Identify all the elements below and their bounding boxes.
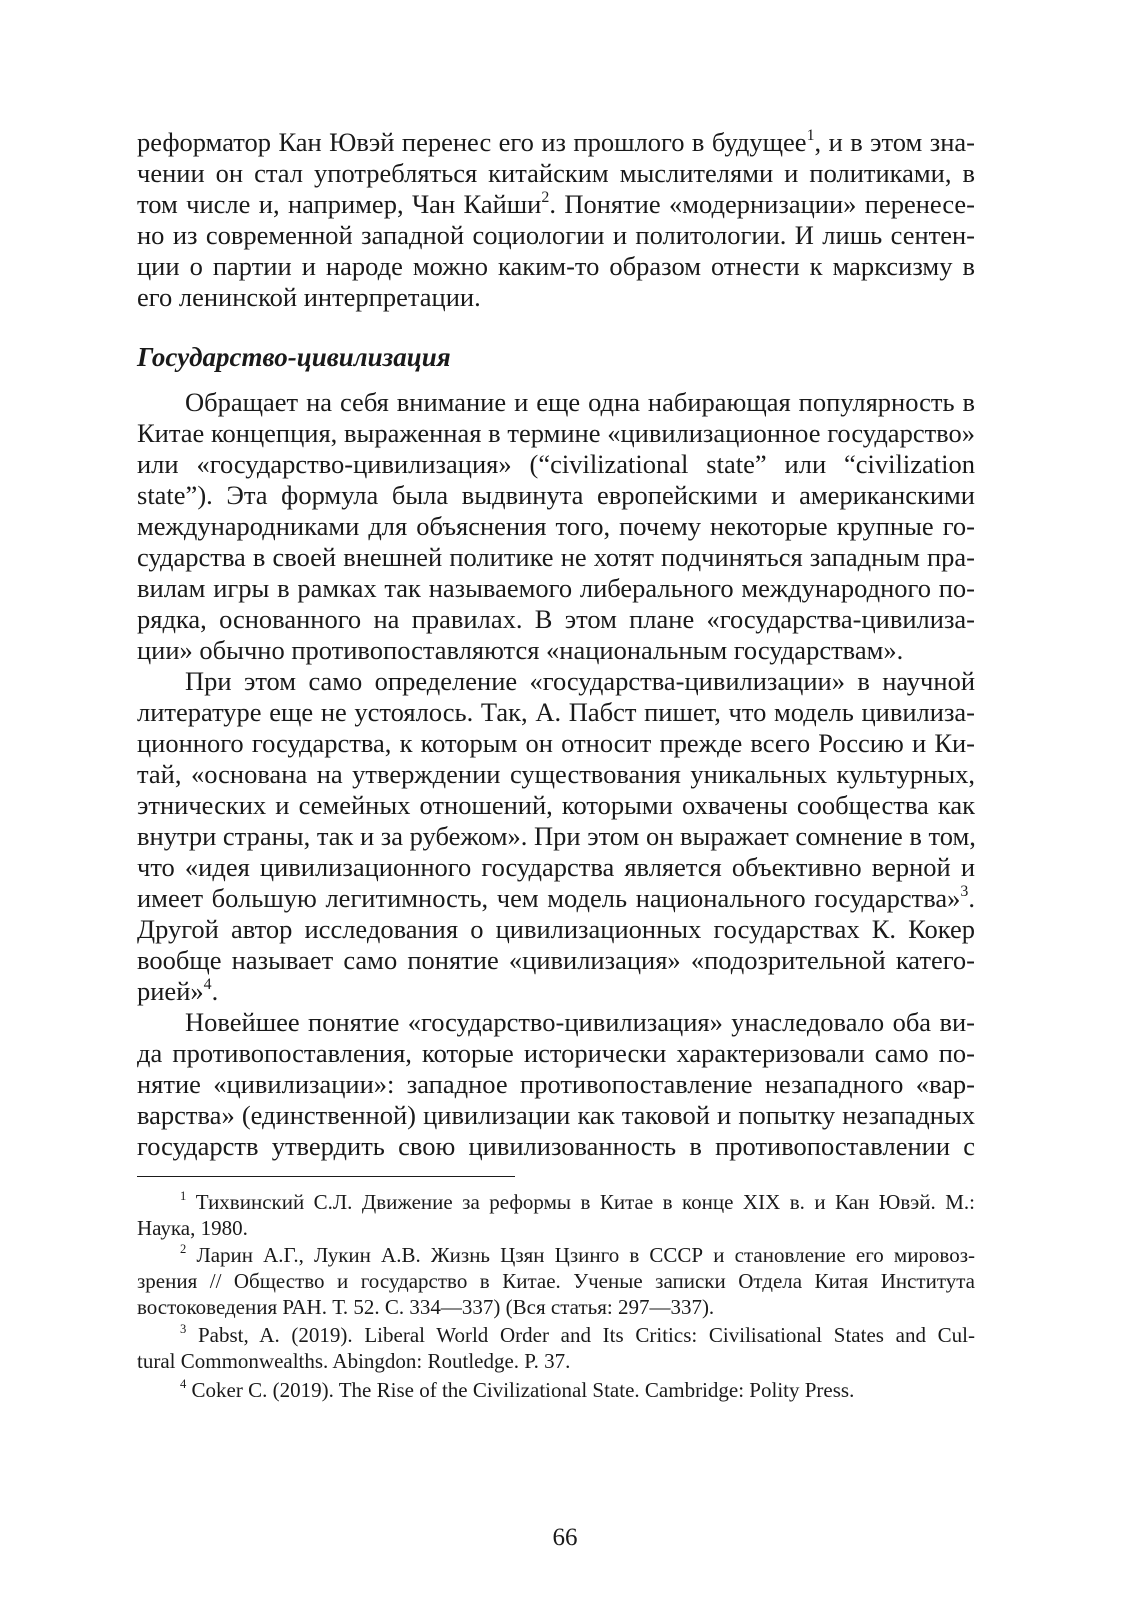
- footnote-number: 3: [180, 1322, 187, 1337]
- text-line: вилам игры в рамках так называемого либерального международного по-: [137, 573, 975, 603]
- footnote-line: $^3$ Pabst, A. (2019). Liberal World Order and Its Critics: Civilisational States and Cul-: [180, 1322, 975, 1347]
- text-line: варства» (единственной) цивилизации как таковой и попытку незападных: [137, 1100, 975, 1130]
- footnote-line: Наука, 1980.: [137, 1216, 248, 1240]
- section-heading: Государство-цивилизация: [137, 342, 451, 372]
- footnote-ref[interactable]: 4: [203, 975, 212, 993]
- text-line: да противопоставления, которые исторически характеризовали само по-: [137, 1038, 975, 1068]
- text-line: При этом само определение «государства-цивилизации» в научной: [185, 666, 975, 696]
- text-line: или «государство-цивилизация» (“civilizational state” или “civilization: [137, 449, 975, 479]
- text-line: ционного государства, к которым он относит прежде всего Россию и Ки-: [137, 728, 975, 758]
- footnote-number: 2: [180, 1242, 187, 1257]
- text-line: тай, «основана на утверждении существования уникальных культурных,: [137, 759, 975, 789]
- text-line: ции о партии и народе можно каким-то образом отнести к марксизму в: [137, 251, 975, 281]
- text-line: этнических и семейных отношений, которыми охвачены сообщества как: [137, 790, 975, 820]
- text-line: нятие «цивилизации»: западное противопоставление незападного «вар-: [137, 1069, 975, 1099]
- footnote-line: $^2$ Ларин А.Г., Лукин А.В. Жизнь Цзян Цзинго в СССР и становление его мировоз-: [180, 1242, 975, 1267]
- text-line: чении он стал употребляться китайским мыслителями и политиками, в: [137, 158, 975, 188]
- footnote-ref[interactable]: 1: [806, 126, 815, 144]
- footnote-line: tural Commonwealths. Abingdon: Routledge. P. 37.: [137, 1349, 571, 1373]
- footnote-number: 4: [180, 1377, 187, 1392]
- text-line: литературе еще не устоялось. Так, А. Пабст пишет, что модель цивилиза-: [137, 697, 975, 727]
- footnote-number: 1: [180, 1189, 187, 1204]
- text-line: рией»$^4$.: [137, 975, 219, 1006]
- text-line: вообще называет само понятие «цивилизация» «подозрительной катего-: [137, 945, 975, 975]
- text-line: Китае концепция, выраженная в термине «цивилизационное государство»: [137, 418, 975, 448]
- footnote-ref[interactable]: 3: [960, 882, 969, 900]
- text-line: Новейшее понятие «государство-цивилизация» унаследовало оба ви-: [185, 1007, 975, 1037]
- text-line: ции» обычно противопоставляются «национальным государствам».: [137, 635, 904, 665]
- text-line: внутри страны, так и за рубежом». При этом он выражает сомнение в том,: [137, 821, 976, 851]
- text-line: имеет большую легитимность, чем модель национального государства»$^3$.: [137, 882, 975, 913]
- footnote-separator: [137, 1176, 515, 1177]
- text-line: том числе и, например, Чан Кайши$^2$. Понятие «модернизации» перенесе-: [137, 188, 976, 219]
- footnote-line: зрения // Общество и государство в Китае. Ученые записки Отдела Китая Института: [137, 1269, 975, 1293]
- text-line: сударства в своей внешней политике не хотят подчиняться западным пра-: [137, 542, 975, 572]
- text-line: реформатор Кан Ювэй перенес его из прошлого в будущее$^1$, и в этом зна-: [137, 126, 975, 157]
- footnote-line: $^1$ Тихвинский С.Л. Движение за реформы в Китае в конце XIX в. и Кан Ювэй. М.:: [180, 1189, 975, 1214]
- text-line: Обращает на себя внимание и еще одна набирающая популярность в: [185, 387, 975, 417]
- text-line: Другой автор исследования о цивилизационных государствах К. Кокер: [137, 914, 975, 944]
- footnote-line: востоковедения РАН. Т. 52. С. 334—337) (Вся статья: 297—337).: [137, 1295, 715, 1319]
- page-number: 66: [552, 1524, 578, 1551]
- text-line: что «идея цивилизационного государства является объективно верной и: [137, 852, 975, 882]
- text-line: международниками для объяснения того, почему некоторые крупные го-: [137, 511, 975, 541]
- text-line: государств утвердить свою цивилизованность в противопоставлении с: [137, 1131, 975, 1161]
- text-line: его ленинской интерпретации.: [137, 282, 481, 312]
- text-line: state”). Эта формула была выдвинута европейскими и американскими: [137, 480, 975, 510]
- text-line: но из современной западной социологии и политологии. И лишь сентен-: [137, 220, 975, 250]
- footnote-line: $^4$ Coker C. (2019). The Rise of the Civilizational State. Cambridge: Polity Press.: [180, 1377, 855, 1402]
- text-line: рядка, основанного на правилах. В этом плане «государства-цивилиза-: [137, 604, 975, 634]
- footnote-ref[interactable]: 2: [541, 188, 550, 206]
